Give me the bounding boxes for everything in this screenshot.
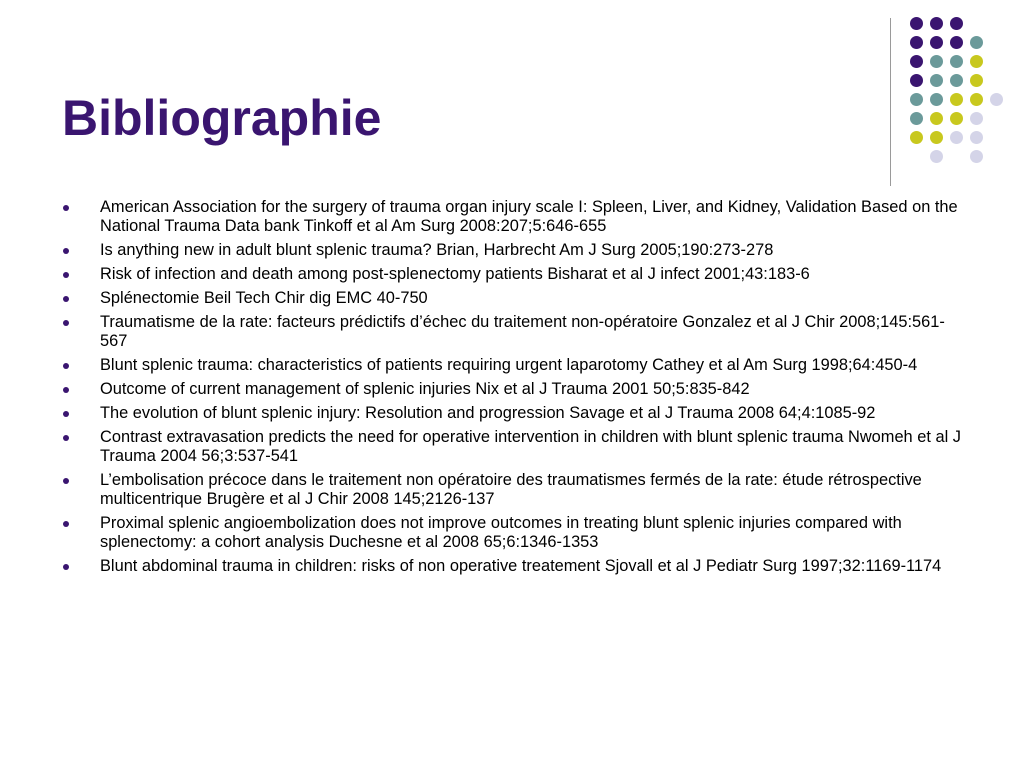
vertical-divider [890,18,891,186]
bullet-icon [63,363,69,369]
decorative-dot [910,93,923,106]
reference-text: Outcome of current management of splenic injuries Nix et al J Trauma 2001 50;5:835-842 [100,380,750,398]
reference-text: Contrast extravasation predicts the need for operative intervention in children with blunt splenic trauma Nwomeh et al J Trauma 2004 56;3:537-541 [100,428,961,465]
decorative-dot [930,112,943,125]
decorative-dot [970,55,983,68]
bullet-icon [63,387,69,393]
decorative-dot [970,36,983,49]
decorative-dot [950,55,963,68]
bullet-icon [63,205,69,211]
decorative-dot [930,131,943,144]
decorative-dot [910,131,923,144]
bullet-icon [63,478,69,484]
decorative-dot [910,55,923,68]
decorative-dot [970,131,983,144]
reference-item [62,313,967,351]
decorative-dot [950,93,963,106]
reference-list [62,198,967,581]
reference-text: Proximal splenic angioembolization does not improve outcomes in treating blunt splenic injuries compared with splenectomy: a cohort analysis Duchesne et al 2008 65;6:1346-1353 [100,514,902,551]
bullet-icon [63,296,69,302]
reference-text: Blunt abdominal trauma in children: risks of non operative treatement Sjovall et al J Pediatr Surg 1997;32:1169-1174 [100,557,942,575]
reference-item [62,289,967,308]
decorative-dot [930,55,943,68]
decorative-dot [950,74,963,87]
decorative-dot [930,150,943,163]
reference-text: Is anything new in adult blunt splenic trauma? Brian, Harbrecht Am J Surg 2005;190:273-278 [100,241,774,259]
bullet-icon [63,272,69,278]
decorative-dot [970,74,983,87]
reference-item [62,265,967,284]
reference-text: Splénectomie Beil Tech Chir dig EMC 40-750 [100,289,428,307]
decorative-dot [950,17,963,30]
reference-text: Blunt splenic trauma: characteristics of patients requiring urgent laparotomy Cathey et al Am Surg 1998;64:450-4 [100,356,918,374]
decorative-dot [930,36,943,49]
reference-item [62,380,967,399]
reference-text: Risk of infection and death among post-splenectomy patients Bisharat et al J infect 2001;43:183-6 [100,265,810,283]
decorative-dot [970,112,983,125]
reference-item [62,241,967,260]
decorative-dot [970,150,983,163]
decorative-dot [950,131,963,144]
bullet-icon [63,435,69,441]
decorative-dot [910,74,923,87]
decorative-dot [910,36,923,49]
decorative-dot [950,36,963,49]
bullet-icon [63,564,69,570]
decorative-dot [930,74,943,87]
reference-text: American Association for the surgery of trauma organ injury scale I: Spleen, Liver, and Kidney, Validation Based on the National Trauma Data bank Tinkoff et al Am Surg 2008:207;5:646-655 [100,198,958,235]
bullet-icon [63,320,69,326]
decorative-dot [990,93,1003,106]
decorative-dot [930,93,943,106]
decorative-dot [950,112,963,125]
reference-item [62,356,967,375]
decorative-dot [910,17,923,30]
reference-item [62,557,967,576]
reference-text: The evolution of blunt splenic injury: Resolution and progression Savage et al J Trauma 2008 64;4:1085-92 [100,404,876,422]
decorative-dot [930,17,943,30]
bullet-icon [63,248,69,254]
reference-text: Traumatisme de la rate: facteurs prédictifs d’échec du traitement non-opératoire Gonzalez et al J Chir 2008;145:561-567 [100,313,945,350]
reference-item [62,514,967,552]
bullet-icon [63,411,69,417]
reference-item [62,471,967,509]
reference-item [62,198,967,236]
reference-item [62,428,967,466]
bullet-icon [63,521,69,527]
decorative-dot-grid [0,0,1024,200]
decorative-dot [970,93,983,106]
slide-title: Bibliographie [62,90,382,146]
decorative-dot [910,112,923,125]
reference-text: L’embolisation précoce dans le traitement non opératoire des traumatismes fermés de la rate: étude rétrospective multicentrique Brugère et al J Chir 2008 145;2126-137 [100,471,922,508]
reference-item [62,404,967,423]
